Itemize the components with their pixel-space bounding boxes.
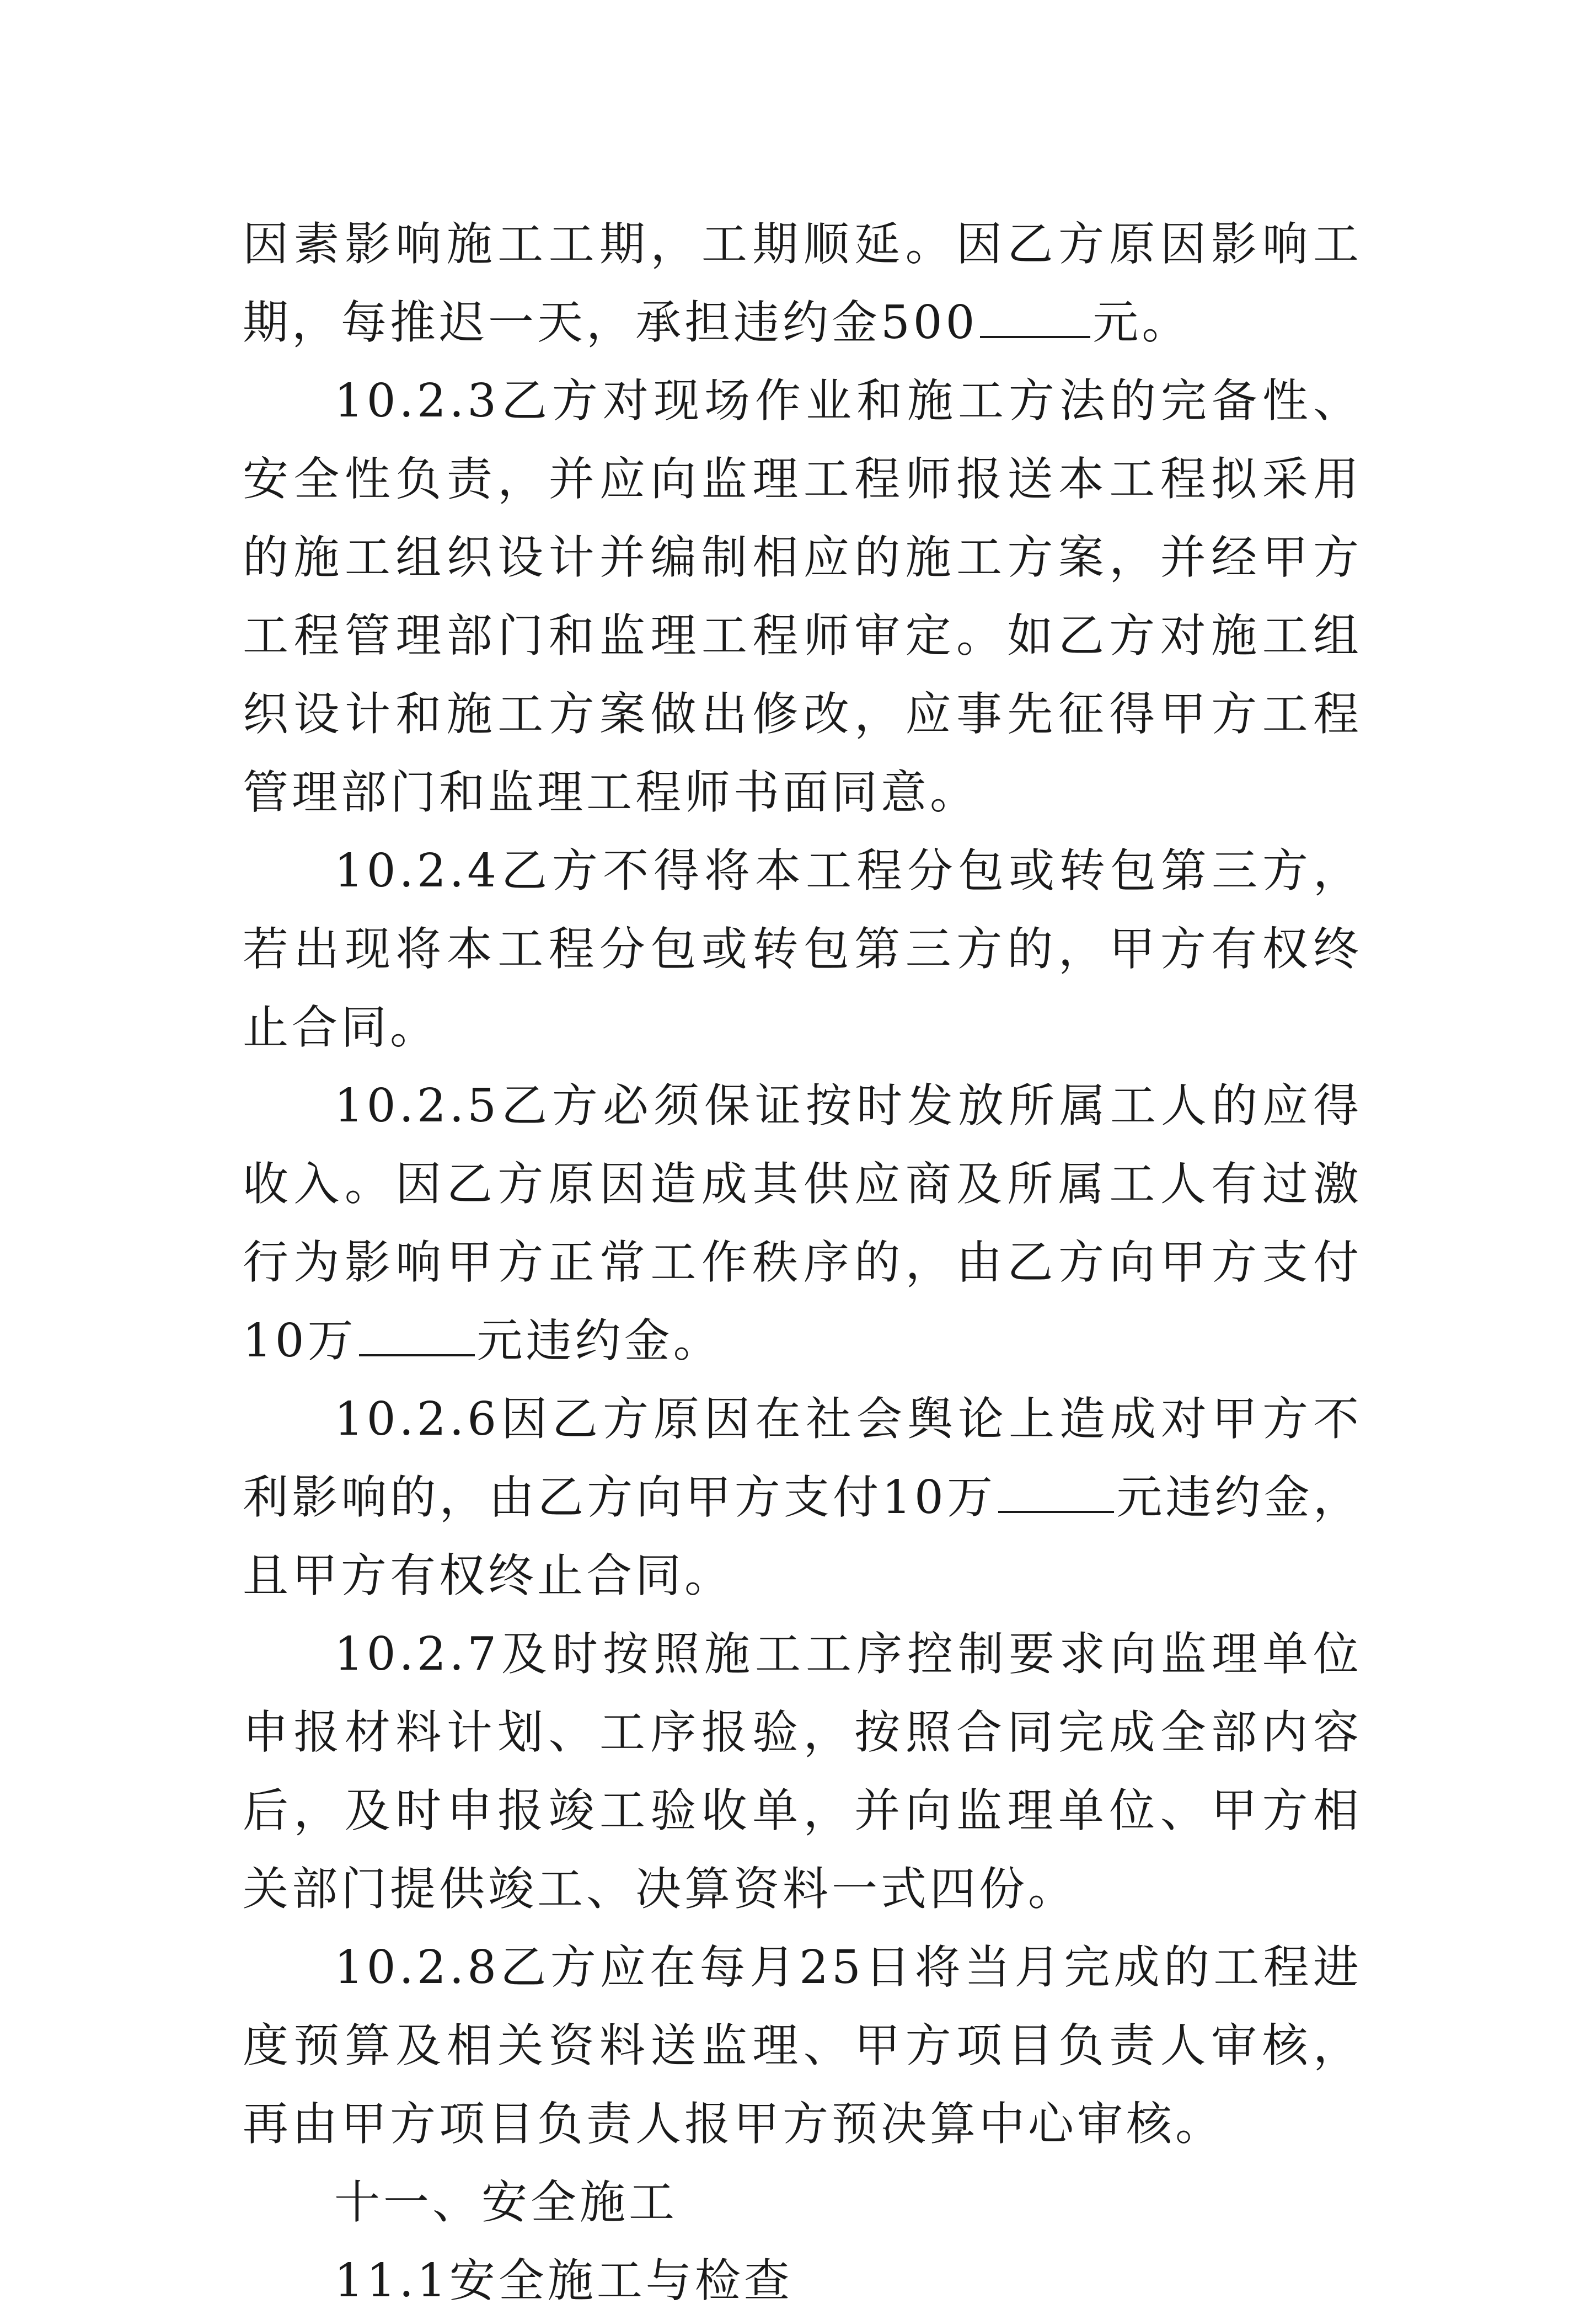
clause-10-2-7 (243, 1615, 1362, 1928)
clause-10-2-8 (243, 1928, 1362, 2163)
fill-in-blank (359, 1316, 475, 1356)
paragraph-continuation (243, 205, 1362, 362)
paragraph-text: 元违约金，且甲方有权终止合同。 (243, 1471, 1362, 1602)
heading-text: 十一、安全施工 (334, 2175, 678, 2229)
paragraph-text: 10.2.3乙方对现场作业和施工方法的完备性、安全性负责，并应向监理工程师报送本工程拟采用的施工组织设计并编制相应的施工方案，并经甲方工程管理部门和监理工程师审定。如乙方对施工组织设计和施工方案做出修改，应事先征得甲方工程管理部门和监理工程师书面同意。 (243, 374, 1362, 819)
paragraph-text: 元违约金。 (476, 1314, 722, 1367)
clause-10-2-4 (243, 832, 1362, 1067)
paragraph-text: 10.2.6因乙方原因在社会舆论上造成对甲方不利影响的，由乙方向甲方支付10万 (243, 1392, 1362, 1524)
document-page (243, 205, 1362, 2320)
paragraph-text: 10.2.8乙方应在每月25日将当月完成的工程进度预算及相关资料送监理、甲方项目负责人审核，再由甲方项目负责人报甲方预决算中心审核。 (243, 1941, 1362, 2151)
paragraph-text: 因素影响施工工期，工期顺延。因乙方原因影响工期，每推迟一天，承担违约金500 (243, 217, 1362, 349)
subsection-heading-11-1 (243, 2242, 1362, 2320)
fill-in-blank (998, 1472, 1114, 1513)
clause-10-2-5 (243, 1067, 1362, 1380)
clause-10-2-3 (243, 362, 1362, 832)
paragraph-text: 10.2.7及时按照施工工序控制要求向监理单位申报材料计划、工序报验，按照合同完成全部内容后，及时申报竣工验收单，并向监理单位、甲方相关部门提供竣工、决算资料一式四份。 (243, 1627, 1362, 1916)
paragraph-text: 10.2.5乙方必须保证按时发放所属工人的应得收入。因乙方原因造成其供应商及所属工人有过激行为影响甲方正常工作秩序的，由乙方向甲方支付10万 (243, 1079, 1362, 1367)
paragraph-text: 10.2.4乙方不得将本工程分包或转包第三方，若出现将本工程分包或转包第三方的，甲方有权终止合同。 (243, 844, 1362, 1054)
fill-in-blank (980, 297, 1090, 338)
clause-10-2-6 (243, 1380, 1362, 1615)
heading-text: 11.1安全施工与检查 (334, 2254, 793, 2307)
section-heading-11 (243, 2163, 1362, 2242)
paragraph-text: 元。 (1092, 296, 1191, 349)
